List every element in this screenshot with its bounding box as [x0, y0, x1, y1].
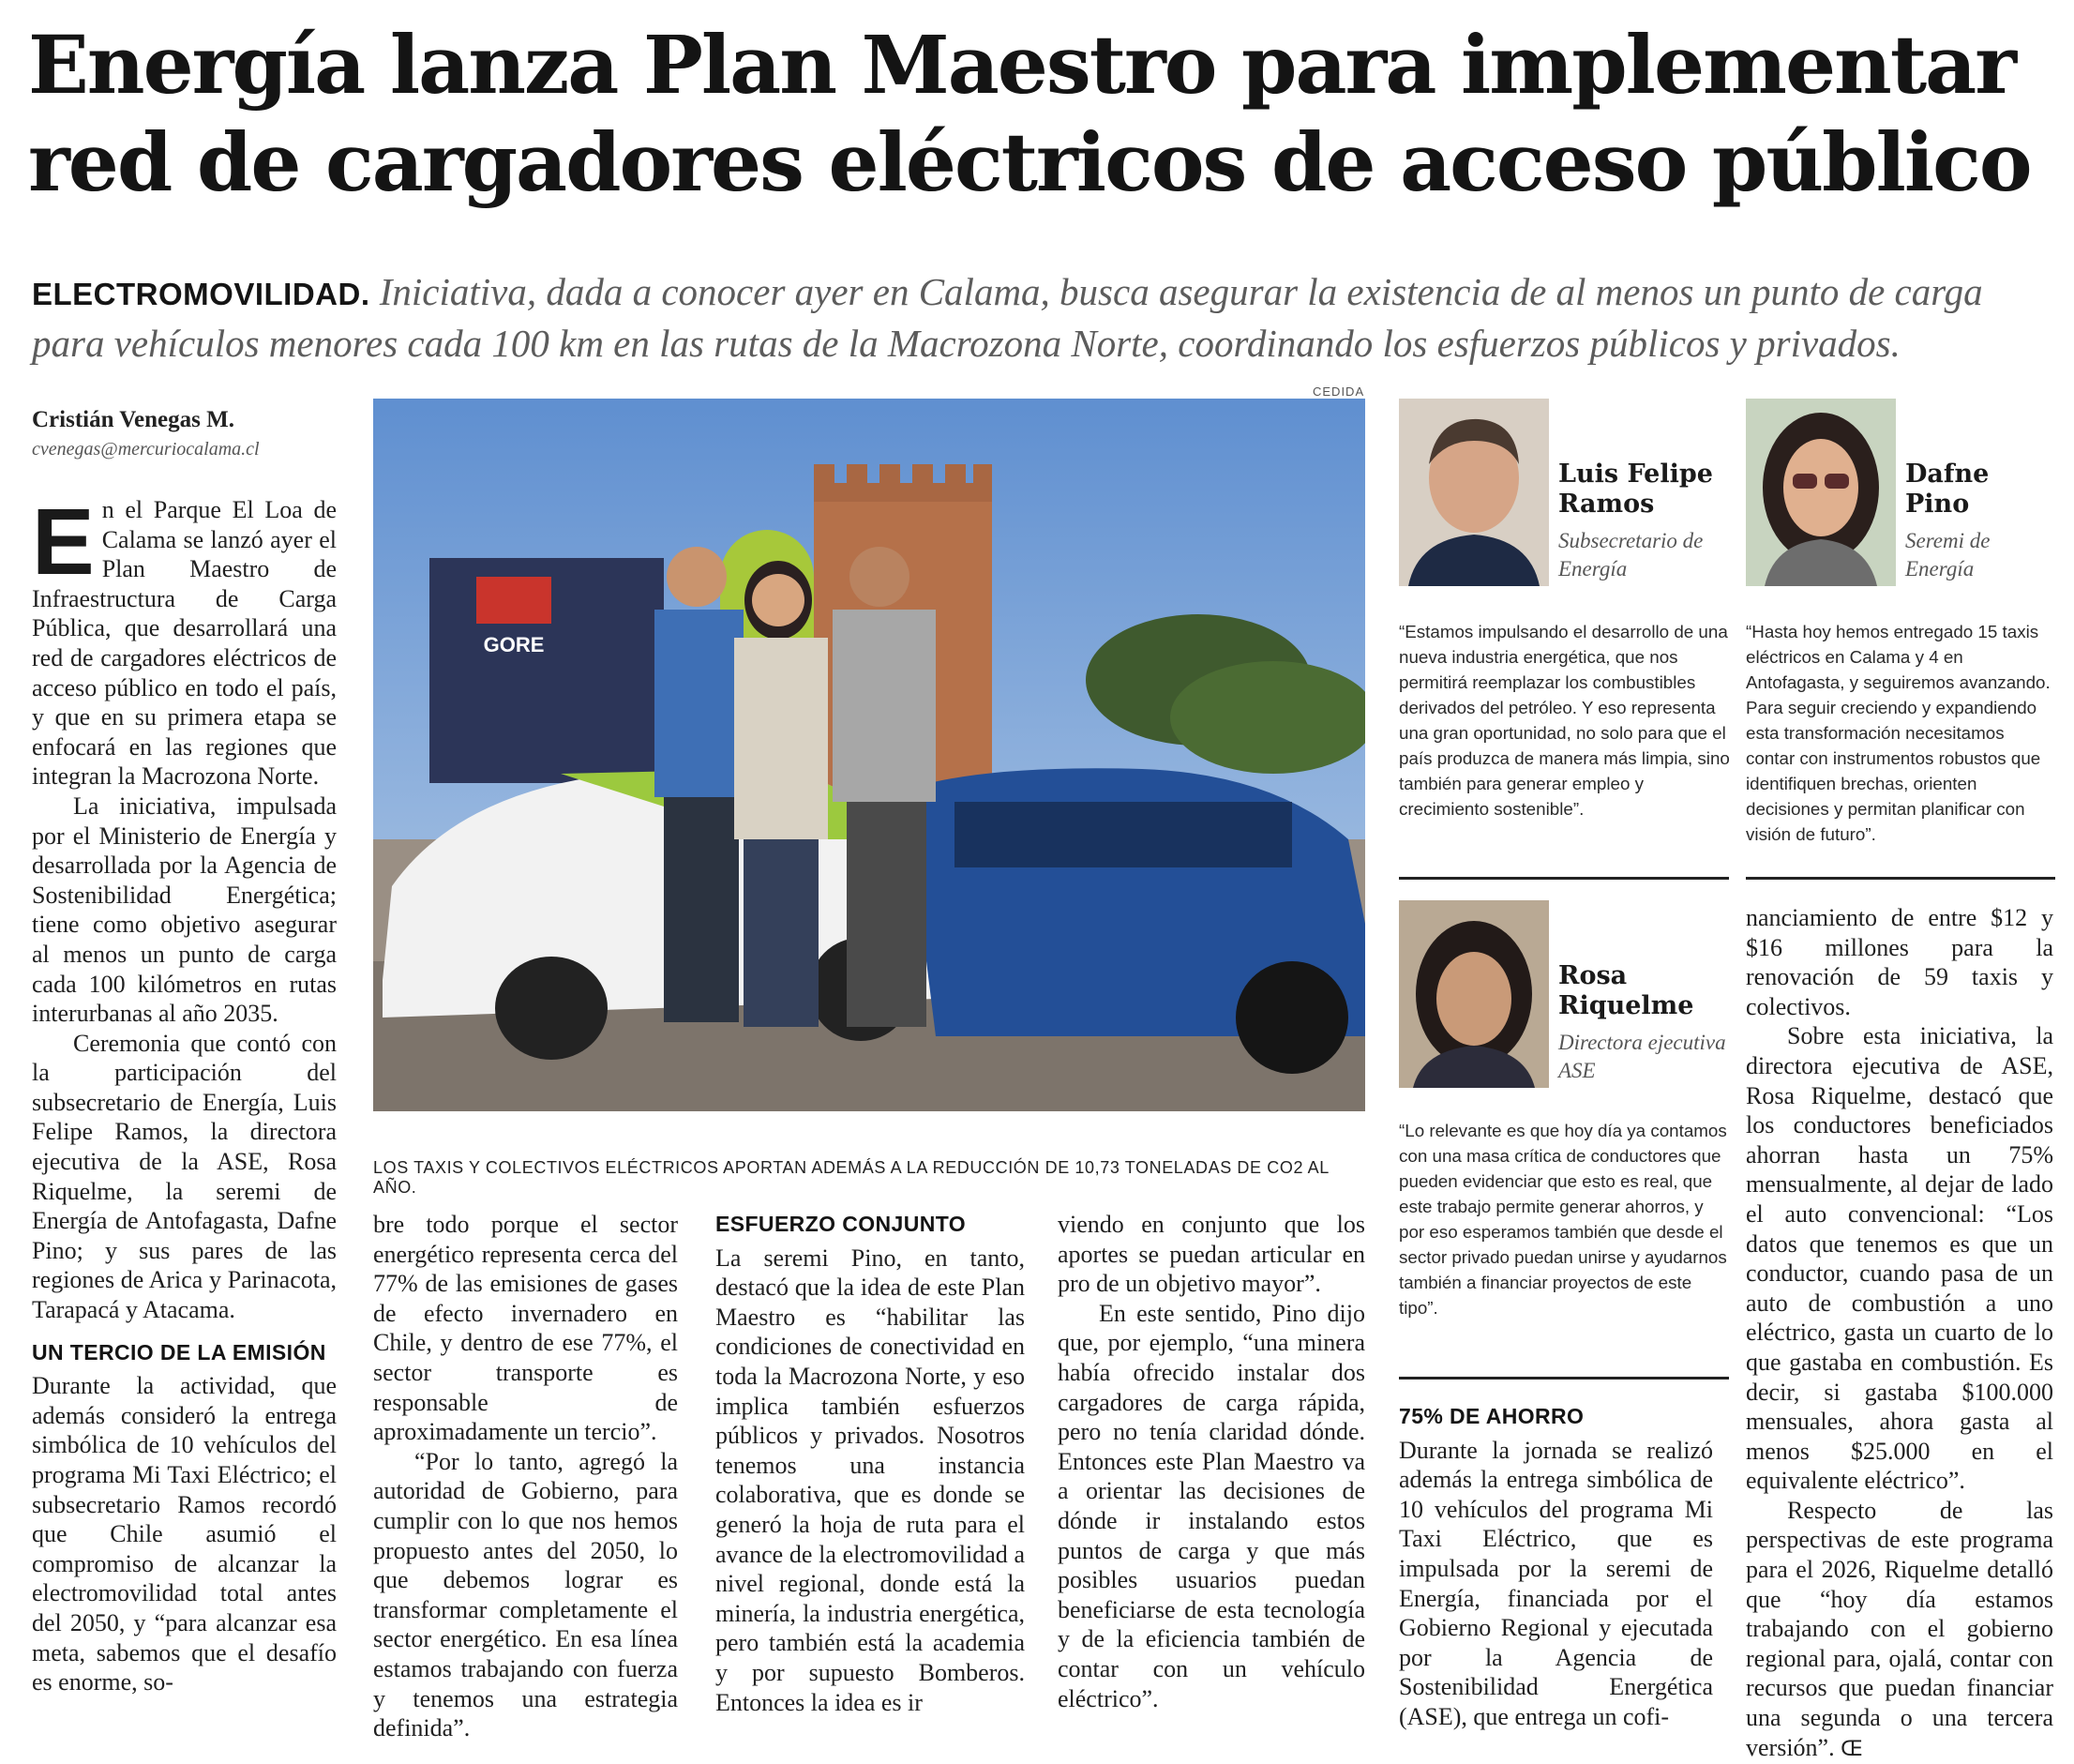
riquelme-quote: “Lo relevante es que hoy día ya contamos con una masa crítica de conductores que pueden evidenciar que esto es real, que este trabajo permite generar ahorros, y por eso esperamos también que desde el sector privado puedan unirse y ayudarnos también a financiar proyectos de este tipo”. [1399, 1121, 1727, 1318]
ramos-quote: “Estamos impulsando el desarrollo de una nueva industria energética, que nos permitirá reemplazar los combustibles derivados del petróleo. Y eso representa una gran oportunidad, no solo para que el país produzca de manera más limpia, sino también para generar empleo y crecimiento sostenible”. [1399, 622, 1730, 819]
headline-line-1: Energía lanza Plan Maestro para implementar [28, 19, 2015, 113]
portrait-riquelme [1399, 900, 1549, 1088]
body-paragraph: viendo en conjunto que los aportes se puedan articular en pro de un objetivo mayor”. [1058, 1211, 1365, 1298]
portrait-riquelme-image [1399, 900, 1549, 1088]
subhead-esfuerzo: ESFUERZO CONJUNTO [715, 1212, 967, 1236]
event-photo-illustration [373, 399, 1365, 1111]
subhead-emision: UN TERCIO DE LA EMISIÓN [32, 1339, 326, 1364]
byline-author: Cristián Venegas M. [32, 407, 234, 432]
body-paragraph: Ceremonia que contó con la participación del subsecretario de Energía, Luis Felipe Ramos, la directora ejecutiva de la ASE, Rosa Riquelme, la seremi de Energía de Antofagasta, Dafne Pino; y sus pares de las regiones de Arica y Parinacota, Tarapacá y Atacama. [32, 1029, 337, 1324]
portrait-pino [1746, 399, 1896, 586]
pino-name: Dafne Pino [1905, 460, 1990, 519]
headline-line-2: red de cargadores eléctricos de acceso público [28, 116, 2031, 210]
body-paragraph: La seremi Pino, en tanto, destacó que la idea de este Plan Maestro es “habilitar las condiciones de conectividad en toda la Macrozona Norte, y eso implica también esfuerzos públicos y privados. Nosotros tenemos una instancia colaborativa, que es donde se generó la hoja de ruta para el avance de la electromovilidad a nivel regional, donde está la minería, la industria energética, pero también está la academia y por supuesto Bomberos. Entonces la idea es ir [715, 1244, 1025, 1716]
body-column-1 [32, 490, 337, 1697]
photo-caption: LOS TAXIS Y COLECTIVOS ELÉCTRICOS APORTAN ADEMÁS A LA REDUCCIÓN DE 10,73 TONELADAS DE CO2 AL AÑO. [373, 1158, 1330, 1197]
gore-logo [476, 577, 551, 624]
body-column-2 [373, 1210, 678, 1743]
portrait-pino-image [1746, 399, 1896, 586]
body-paragraph: Durante la jornada se realizó además la entrega simbólica de 10 vehículos del programa Mi Taxi Eléctrico, que es impulsada por la seremi de Energía, financiada por el Gobierno Regional y ejecutada por la Agencia de Sostenibilidad Energética (ASE), que entrega un cofi- [1399, 1436, 1713, 1730]
deck [32, 267, 2048, 368]
byline-email: cvenegas@mercuriocalama.cl [32, 439, 260, 460]
body-paragraph: nanciamiento de entre $12 y $16 millones para la renovación de 59 taxis y colectivos. [1746, 904, 2053, 1020]
body-column-3 [715, 1210, 1025, 1717]
headline [28, 17, 2053, 212]
subhead-ahorro: 75% DE AHORRO [1399, 1404, 1585, 1428]
riquelme-name: Rosa Riquelme [1558, 961, 1694, 1020]
body-paragraph: En este sentido, Pino dijo que, por ejemplo, “una minera había ofrecido instalar dos cargadores de carga rápida, pero no tenía claridad dónde. Entonces este Plan Maestro va a orientar las decisiones de dónde ir instalando estos puntos de carga y que más posibles usuarios puedan beneficiarse de esta tecnología y de la eficiencia también de contar con un vehículo eléctrico”. [1058, 1299, 1365, 1712]
deck-tag: ELECTROMOVILIDAD. [32, 277, 370, 311]
end-mark-icon: Œ [1841, 1737, 1863, 1761]
quote-rule [1399, 1377, 1729, 1380]
event-photo [373, 399, 1365, 1111]
person-right [833, 547, 936, 1027]
portrait-ramos-image [1399, 399, 1549, 586]
ramos-name: Luis Felipe Ramos [1558, 460, 1713, 519]
body-column-4 [1058, 1210, 1365, 1713]
body-paragraph: bre todo porque el sector energético representa cerca del 77% de las emisiones de gases de efecto invernadero en Chile, y dentro de ese 77%, el sector transporte es responsable de aproximadamente un tercio”. [373, 1211, 678, 1446]
pino-quote: “Hasta hoy hemos entregado 15 taxis eléctricos en Calama y 4 en Antofagasta, y seguiremos avanzando. Para seguir creciendo y expandiendo esta transformación necesitamos contar con instrumentos robustos que identifiquen brechas, orienten decisiones y permitan planificar con visión de futuro”. [1746, 622, 2051, 844]
quote-rule [1399, 877, 1729, 880]
person-left [654, 547, 744, 1022]
riquelme-role: Directora ejecutiva ASE [1558, 1031, 1726, 1082]
photo-credit: CEDIDA [1313, 384, 1365, 399]
byline [32, 407, 351, 460]
body-paragraph: Respecto de las perspectivas de este programa para el 2026, Riquelme detalló que “hoy día estamos trabajando con el gobierno regional para, ojalá, contar con recursos que puedan financiar una segunda o una tercera versión”. Œ [1746, 1496, 2053, 1761]
body-paragraph: Durante la actividad, que además consideró la entrega simbólica de 10 vehículos del programa Mi Taxi Eléctrico; el subsecretario Ramos recordó que Chile asumió el compromiso de alcanzar la electromovilidad total antes del 2050, y “para alcanzar esa meta, sabemos que el desafío es enorme, so- [32, 1372, 337, 1696]
pino-role: Seremi de Energía [1905, 529, 1991, 580]
body-paragraph: Sobre esta iniciativa, la directora ejecutiva de ASE, Rosa Riquelme, destacó que los conductores beneficiados ahorran hasta un 75% mensualmente, al dejar de lado el auto convencional: “Los datos que tenemos es que un conductor, cuando pasa de un auto de combustión a uno eléctrico, gasta un cuarto de lo que gastaba en combustión. Es decir, si gastaba $100.000 mensuales, ahora gasta al menos $25.000 en el equivalente eléctrico”. [1746, 1022, 2053, 1495]
body-paragraph: “Por lo tanto, agregó la autoridad de Gobierno, para cumplir con lo que nos hemos propuesto antes del 2050, lo que debemos lograr es transformar completamente el sector energético. En esa línea estamos trabajando con fuerza y tenemos una estrategia definida”. [373, 1447, 678, 1742]
body-paragraph: En el Parque El Loa de Calama se lanzó ayer el Plan Maestro de Infraestructura de Carga Pública, que desarrollará una red de cargadores eléctricos de acceso público en todo el país, y que en su primera etapa se enfocará en las regiones que integran la Macrozona Norte. [32, 490, 337, 791]
drop-cap: E [32, 490, 95, 595]
deck-text: Iniciativa, dada a conocer ayer en Calama, busca asegurar la existencia de al menos un punto de carga para vehículos menores cada 100 km en las rutas de la Macrozona Norte, coordinando los esfuerzos públicos y privados. [32, 270, 1983, 365]
banner-text: GORE [483, 633, 545, 656]
ramos-role: Subsecretario de Energía [1558, 529, 1704, 580]
portrait-ramos [1399, 399, 1549, 586]
body-column-6 [1746, 903, 2053, 1764]
body-column-5 [1399, 1402, 1713, 1732]
body-paragraph: La iniciativa, impulsada por el Ministerio de Energía y desarrollada por la Agencia de Sostenibilidad Energética; tiene como objetivo asegurar al menos un punto de carga cada 100 kilómetros en rutas interurbanas al año 2035. [32, 792, 337, 1028]
quote-rule [1746, 877, 2055, 880]
